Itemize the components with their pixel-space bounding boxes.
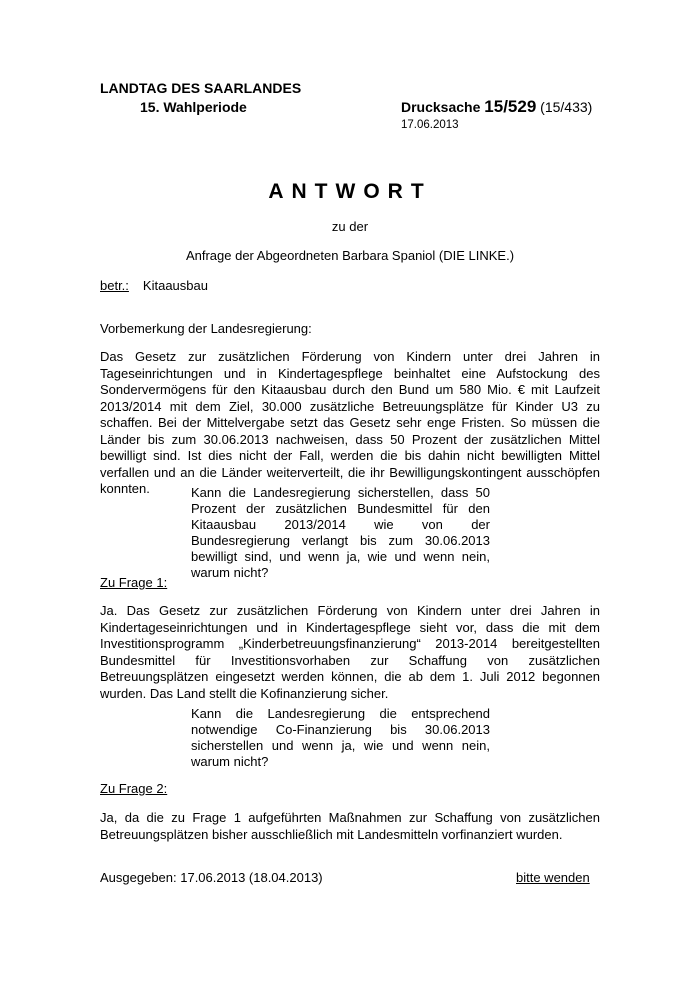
drucksache-label: Drucksache	[401, 99, 481, 115]
answer-1-paragraph: Ja. Das Gesetz zur zusätzlichen Förderung von Kindern unter drei Jahren in Kindertageseinrichtungen und in Kindertagespflege sieht vor, dass die mit dem Investitionsprogramm „Kinderbetreuungsfinanzierung“ 2013-2014 bereitgestellten Bundesmittel für Investitionsvorhaben zur Schaffung von zusätzlichen Betreuungsplätzen eingesetzt werden können, die ab dem 1. Juli 2012 begonnen wurden. Das Land stellt die Kofinanzierung sicher.	[100, 603, 600, 701]
drucksache-number: 15/529	[484, 97, 537, 116]
vorbemerkung-paragraph: Das Gesetz zur zusätzlichen Förderung von Kindern unter drei Jahren in Tageseinrichtungen und in Kindertagespflege beinhaltet eine Aufstockung des Sondervermögens für den Kitaausbau durch den Bund um 580 Mio. € mit Laufzeit 2013/2014 mit dem Ziel, 30.000 zusätzliche Betreuungsplätze für Kinder U3 zu schaffen. Bei der Mittelvergabe setzt das Gesetz sehr enge Fristen. So müssen die Länder bis zum 30.06.2013 nachweisen, dass 50 Prozent der zusätzlichen Mittel bewilligt sind. Ist dies nicht der Fall, werden die bis dahin nicht bewilligten Mittel verfallen und an die Länder weiterverteilt, die ihr Bewilligungskontingent ausschöpfen konnten.	[100, 349, 600, 496]
document-date: 17.06.2013	[401, 119, 459, 131]
answer-1-heading: Zu Frage 1:	[100, 575, 168, 590]
zu-der-line: zu der	[331, 219, 369, 234]
question-1: Kann die Landesregierung sicherstellen, dass 50 Prozent der zusätzlichen Bundesmittel für den Kitaausbau 2013/2014 wie von der Bundesregierung verlangt bis zum 30.06.2013 bewilligt sind, und wenn ja, wie und wenn nein, warum nicht?	[191, 485, 490, 580]
answer-2-paragraph: Ja, da die zu Frage 1 aufgeführten Maßnahmen zur Schaffung von zusätzlichen Betreuungsplätzen bisher ausschließlich mit Landesmitteln vorfinanziert wurden.	[100, 810, 600, 842]
betreff-value: Kitaausbau	[142, 278, 208, 293]
issued-date: Ausgegeben: 17.06.2013 (18.04.2013)	[100, 870, 323, 885]
please-turn-link: bitte wenden	[516, 870, 590, 885]
drucksache-ref: (15/433)	[540, 99, 593, 115]
institution-title: LANDTAG DES SAARLANDES	[100, 80, 302, 96]
wahlperiode-label: 15. Wahlperiode	[140, 99, 247, 115]
betreff-line	[100, 278, 208, 293]
betreff-label: betr.:	[100, 278, 129, 293]
answer-2-heading: Zu Frage 2:	[100, 781, 168, 796]
vorbemerkung-heading: Vorbemerkung der Landesregierung:	[100, 321, 312, 336]
document-heading: ANTWORT	[268, 180, 432, 203]
question-2: Kann die Landesregierung die entsprechend notwendige Co-Finanzierung bis 30.06.2013 sicherstellen und wenn ja, wie und wenn nein, warum nicht?	[191, 706, 490, 769]
anfrage-line: Anfrage der Abgeordneten Barbara Spaniol (DIE LINKE.)	[185, 248, 515, 263]
drucksache-line	[401, 97, 592, 117]
